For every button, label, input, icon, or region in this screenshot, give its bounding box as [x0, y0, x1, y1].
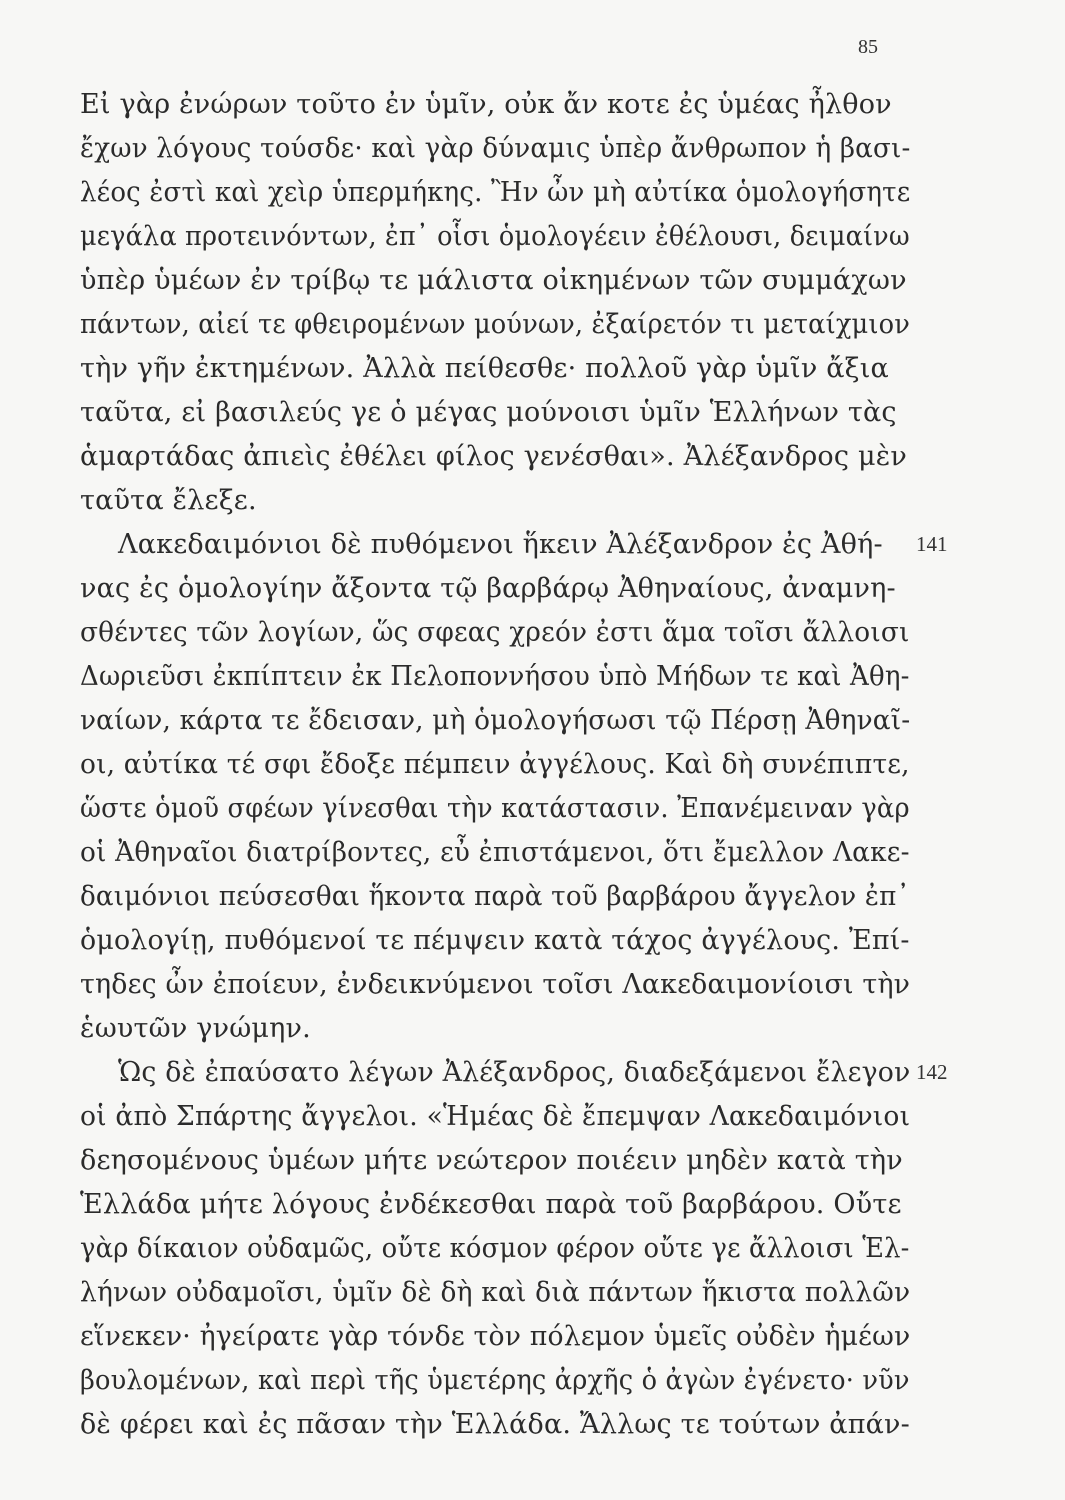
section-number: 142 [916, 1060, 948, 1084]
text-line: ταῦτα ἔλεξε. [80, 485, 257, 516]
text-line: οἱ ἀπὸ Σπάρτης ἄγγελοι. «Ἡμέας δὲ ἔπεμψαν Λακεδαιμόνιοι [80, 1101, 911, 1132]
text-line: ταῦτα, εἰ βασιλεύς γε ὁ μέγας μούνοισι ὑμῖν Ἑλλήνων τὰς [80, 397, 897, 428]
section-number: 141 [916, 532, 948, 556]
text-line: σθέντες τῶν λογίων, ὥς σφεας χρεόν ἐστι ἅμα τοῖσι ἄλλοισι [80, 617, 910, 648]
paragraph-start-line: Ὡς δὲ ἐπαύσατο λέγων Ἀλέξανδρος, διαδεξάμενοι ἔλεγον [118, 1057, 911, 1088]
paragraph-start-line: Λακεδαιμόνιοι δὲ πυθόμενοι ἥκειν Ἀλέξανδρον ἐς Ἀθή- [118, 529, 883, 560]
text-line: λέος ἐστὶ καὶ χεὶρ ὑπερμήκης. Ἢν ὦν μὴ αὐτίκα ὁμολογήσητε [80, 177, 911, 208]
text-line: πάντων, αἰεί τε φθειρομένων μούνων, ἐξαίρετόν τι μεταίχμιον [80, 309, 911, 340]
text-line: Δωριεῦσι ἐκπίπτειν ἐκ Πελοποννήσου ὑπὸ Μήδων τε καὶ Ἀθη- [80, 661, 910, 692]
text-line: Ἑλλάδα μήτε λόγους ἐνδέκεσθαι παρὰ τοῦ βαρβάρου. Οὔτε [80, 1189, 902, 1220]
text-line: βουλομένων, καὶ περὶ τῆς ὑμετέρης ἀρχῆς ὁ ἀγὼν ἐγένετο· νῦν [80, 1365, 910, 1396]
text-line: ὁμολογίῃ, πυθόμενοί τε πέμψειν κατὰ τάχος ἀγγέλους. Ἐπί- [80, 925, 910, 956]
page-number: 85 [858, 36, 878, 58]
text-line: δαιμόνιοι πεύσεσθαι ἥκοντα παρὰ τοῦ βαρβάρου ἄγγελον ἐπ᾽ [80, 881, 910, 912]
text-line: ἔχων λόγους τούσδε· καὶ γὰρ δύναμις ὑπὲρ ἄνθρωπον ἡ βασι- [80, 133, 911, 164]
text-line: ὥστε ὁμοῦ σφέων γίνεσθαι τὴν κατάστασιν. Ἐπανέμειναν γὰρ [80, 793, 910, 824]
text-line: τὴν γῆν ἐκτημένων. Ἀλλὰ πείθεσθε· πολλοῦ γὰρ ὑμῖν ἄξια [80, 353, 889, 384]
text-line: οι, αὐτίκα τέ σφι ἔδοξε πέμπειν ἀγγέλους. Καὶ δὴ συνέπιπτε, [80, 749, 910, 780]
text-line: λήνων οὐδαμοῖσι, ὑμῖν δὲ δὴ καὶ διὰ πάντων ἥκιστα πολλῶν [80, 1277, 911, 1308]
text-line: ἁμαρτάδας ἀπιεὶς ἐθέλει φίλος γενέσθαι». Ἀλέξανδρος μὲν [80, 441, 908, 472]
text-line: εἵνεκεν· ἠγείρατε γὰρ τόνδε τὸν πόλεμον ὑμεῖς οὐδὲν ἡμέων [80, 1321, 911, 1352]
text-line: ὑπὲρ ὑμέων ἐν τρίβῳ τε μάλιστα οἰκημένων τῶν συμμάχων [80, 265, 907, 296]
text-line: γὰρ δίκαιον οὐδαμῶς, οὔτε κόσμον φέρον οὔτε γε ἄλλοισι Ἑλ- [80, 1233, 910, 1264]
text-line: νας ἐς ὁμολογίην ἄξοντα τῷ βαρβάρῳ Ἀθηναίους, ἀναμνη- [80, 573, 896, 604]
text-line: δὲ φέρει καὶ ἐς πᾶσαν τὴν Ἑλλάδα. Ἄλλως τε τούτων ἀπάν- [80, 1409, 910, 1440]
text-line: ναίων, κάρτα τε ἔδεισαν, μὴ ὁμολογήσωσι τῷ Πέρσῃ Ἀθηναῖ- [80, 705, 911, 736]
text-line: οἱ Ἀθηναῖοι διατρίβοντες, εὖ ἐπιστάμενοι, ὅτι ἔμελλον Λακε- [80, 837, 910, 868]
text-line: μεγάλα προτεινόντων, ἐπ᾽ οἷσι ὁμολογέειν ἐθέλουσι, δειμαίνω [80, 221, 910, 252]
text-line: ἑωυτῶν γνώμην. [80, 1013, 311, 1044]
text-line: δεησομένους ὑμέων μήτε νεώτερον ποιέειν μηδὲν κατὰ τὴν [80, 1145, 903, 1176]
text-line: Εἰ γὰρ ἐνώρων τοῦτο ἐν ὑμῖν, οὐκ ἄν κοτε ἐς ὑμέας ἦλθον [80, 89, 892, 120]
text-line: τηδες ὦν ἐποίευν, ἐνδεικνύμενοι τοῖσι Λακεδαιμονίοισι τὴν [80, 969, 911, 1000]
